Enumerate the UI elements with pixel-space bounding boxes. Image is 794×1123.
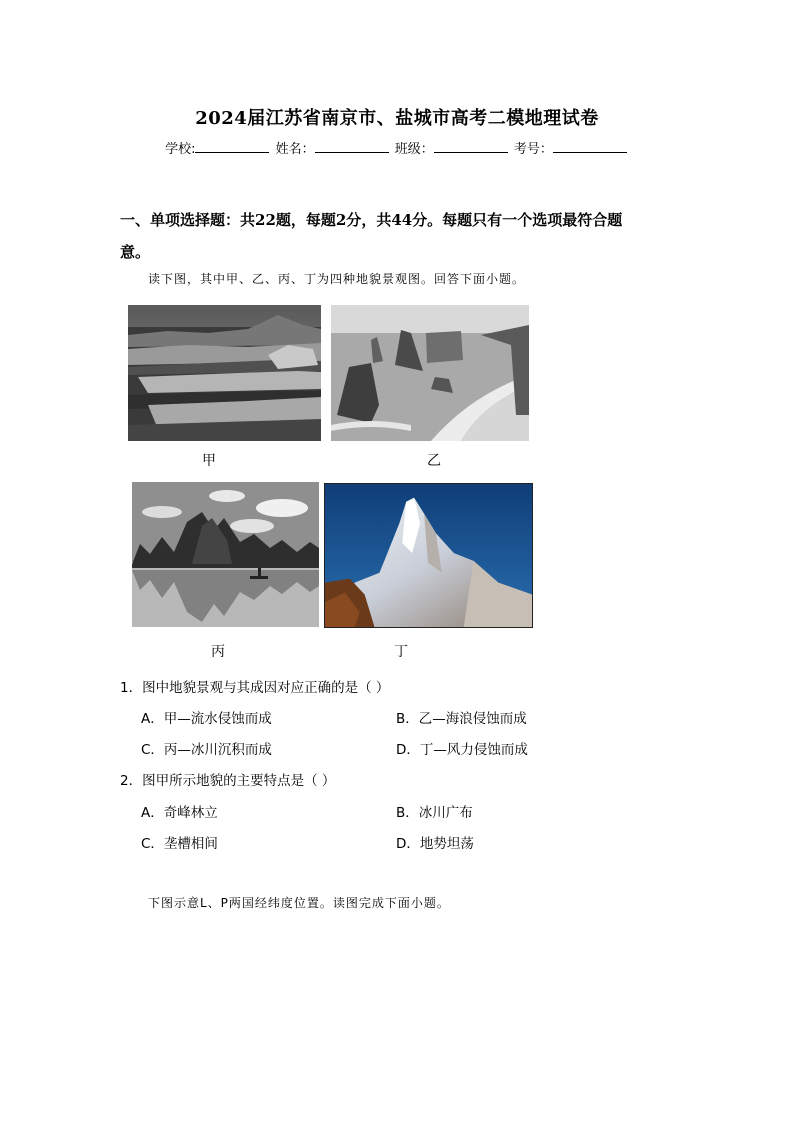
school-blank[interactable] [195, 139, 269, 153]
photo-ding [324, 483, 533, 628]
q1-option-d[interactable]: D．丁—风力侵蚀而成 [396, 742, 528, 758]
exam-number-blank[interactable] [553, 139, 627, 153]
photo-yi [331, 305, 529, 441]
student-info-line [0, 138, 794, 157]
question-2-stem: 2．图甲所示地貌的主要特点是（ ） [120, 773, 336, 789]
caption-bing: 丙 [211, 644, 225, 660]
section-heading-line1: 一、单项选择题：共22题，每题2分，共44分。每题只有一个选项最符合题 [120, 211, 623, 229]
class-label: 班级： [394, 142, 434, 157]
exam-number-label: 考号： [513, 142, 553, 157]
section-heading-line2: 意。 [120, 243, 151, 261]
caption-ding: 丁 [394, 644, 408, 660]
caption-yi: 乙 [427, 453, 441, 469]
q2-option-a[interactable]: A．奇峰林立 [141, 805, 218, 821]
q2-option-d[interactable]: D．地势坦荡 [396, 836, 474, 852]
photo-jia [128, 305, 321, 441]
photo-bing [132, 482, 319, 627]
class-blank[interactable] [434, 139, 508, 153]
q1-option-b[interactable]: B．乙—海浪侵蚀而成 [396, 711, 527, 727]
desert-yardang-photo [128, 305, 321, 441]
school-label: 学校: [165, 142, 196, 157]
section-heading [120, 204, 680, 268]
karst-river-photo [132, 482, 319, 627]
figure-intro-2: 下图示意L、P两国经纬度位置。读图完成下面小题。 [148, 896, 450, 910]
name-blank[interactable] [315, 139, 389, 153]
page-title: 2024届江苏省南京市、盐城市高考二模地理试卷 [195, 108, 599, 129]
figure-intro: 读下图，其中甲、乙、丙、丁为四种地貌景观图。回答下面小题。 [148, 272, 526, 286]
q1-option-c[interactable]: C．丙—冰川沉积而成 [141, 742, 272, 758]
q2-option-b[interactable]: B．冰川广布 [396, 805, 473, 821]
question-1-stem: 1．图中地貌景观与其成因对应正确的是（ ） [120, 680, 390, 696]
sea-stacks-photo [331, 305, 529, 441]
caption-jia: 甲 [202, 453, 216, 469]
name-label: 姓名： [275, 142, 315, 157]
snow-mountain-photo [325, 484, 532, 627]
q2-option-c[interactable]: C．垄槽相间 [141, 836, 218, 852]
q1-option-a[interactable]: A．甲—流水侵蚀而成 [141, 711, 272, 727]
